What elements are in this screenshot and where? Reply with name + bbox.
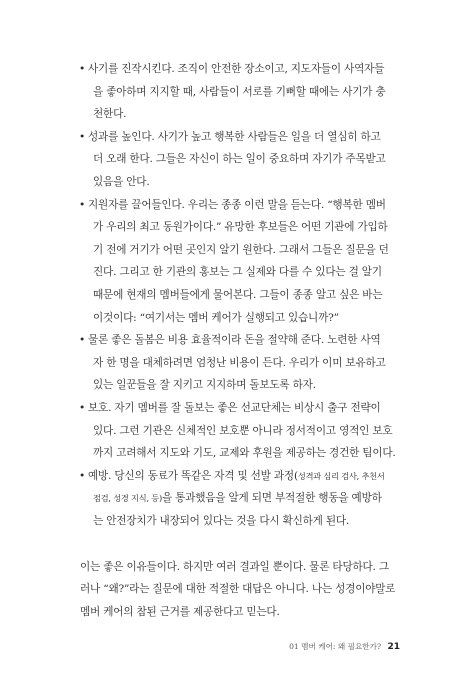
bullet-item — [79, 126, 416, 194]
text-line: 가 우리의 최고 동원가이다.” 유망한 후보들은 어떤 기관에 가입하 — [93, 221, 388, 234]
parenthetical-small-text: 성격과 심리 검사, 추천서 — [297, 470, 385, 481]
running-head: 01 멤버 케어: 왜 필요한가? — [289, 642, 382, 651]
bullet-dot: • — [79, 63, 86, 75]
page-number: 21 — [387, 642, 400, 652]
text-line: 있다. 그런 기관은 신체적인 보호뿐 아니라 정서적이고 영적인 보호 — [93, 424, 393, 437]
bullet-dot: • — [79, 130, 86, 143]
bullet-item — [79, 194, 416, 330]
body-paragraph — [80, 556, 410, 623]
text-line — [88, 487, 416, 510]
bullet-item — [79, 465, 416, 533]
text-line: 는 안전장치가 내장되어 있다는 것을 다시 확신하게 된다. — [93, 514, 350, 527]
bullet-item — [79, 397, 416, 465]
text-line: 멤버 케어의 참된 근거를 제공한다고 믿는다. — [80, 605, 280, 618]
text-line: 까지 고려해서 지도와 기도, 교제와 후원을 제공하는 경건한 팀이다. — [93, 447, 396, 460]
page-footer — [0, 641, 470, 655]
bullet-dot: • — [79, 198, 86, 211]
text-line: 더 오래 한다. 그들은 자신이 하는 일이 중요하며 자기가 주목받고 — [93, 153, 386, 166]
bullet-list — [79, 58, 416, 532]
text-line: 이것이다: “여기서는 멤버 케어가 실행되고 있습니까?” — [93, 311, 339, 324]
text-line: 이는 좋은 이유들이다. 하지만 여러 결과일 뿐이다. 물론 타당하다. 그 — [80, 561, 389, 573]
bullet-dot: • — [79, 401, 86, 414]
text-line: 지원자를 끌어들인다. 우리는 종종 이런 말을 듣는다. “행복한 멤버 — [88, 198, 386, 211]
text-line: 진다. 그리고 한 기관의 홍보는 그 실제와 다를 수 있다는 걸 알기 — [93, 266, 382, 279]
bullet-dot: • — [79, 334, 86, 347]
text-line: 을 좋아하며 지지할 때, 사람들이 서로를 기뻐할 때에는 사기가 충 — [93, 85, 386, 98]
text-run: 을 통과했음을 알게 되면 부적절한 행동을 예방하 — [161, 492, 382, 505]
text-line — [88, 465, 416, 488]
text-line: 러나 “왜?”라는 질문에 대한 적절한 대답은 아니다. 나는 성경이야말로 — [80, 583, 396, 596]
bullet-dot: • — [79, 469, 86, 482]
text-line: 천한다. — [93, 108, 127, 121]
text-line: 때문에 현재의 멤버들에게 물어본다. 그들이 종종 알고 싶은 바는 — [93, 288, 383, 301]
bullet-item — [79, 329, 416, 397]
text-line: 기 전에 거기가 어떤 곳인지 알기 원한다. 그래서 그들은 질문을 던 — [93, 243, 389, 256]
text-line: 있음을 안다. — [93, 175, 150, 188]
text-line: 보호. 자기 멤버를 잘 돌보는 좋은 선교단체는 비상시 출구 전략이 — [88, 401, 381, 414]
bullet-item — [79, 58, 416, 126]
text-line: 사기를 진작시킨다. 조직이 안전한 장소이고, 지도자들이 사역자들 — [88, 63, 385, 75]
text-line: 있는 일꾼들을 잘 지키고 지지하며 돌보도록 하자. — [93, 379, 316, 392]
text-line: 성과를 높인다. 사기가 높고 행복한 사람들은 일을 더 열심히 하고 — [88, 130, 381, 143]
text-line: 자 한 명을 대체하려면 엄청난 비용이 든다. 우리가 이미 보유하고 — [93, 356, 386, 369]
text-run: 예방. 당신의 동료가 똑같은 자격 및 선발 과정( — [88, 469, 298, 482]
text-line: 물론 좋은 돌봄은 비용 효율적이라 돈을 절약해 준다. 노련한 사역 — [88, 334, 381, 347]
parenthetical-small-text: 점검, 성경 지식, 등) — [93, 493, 162, 504]
